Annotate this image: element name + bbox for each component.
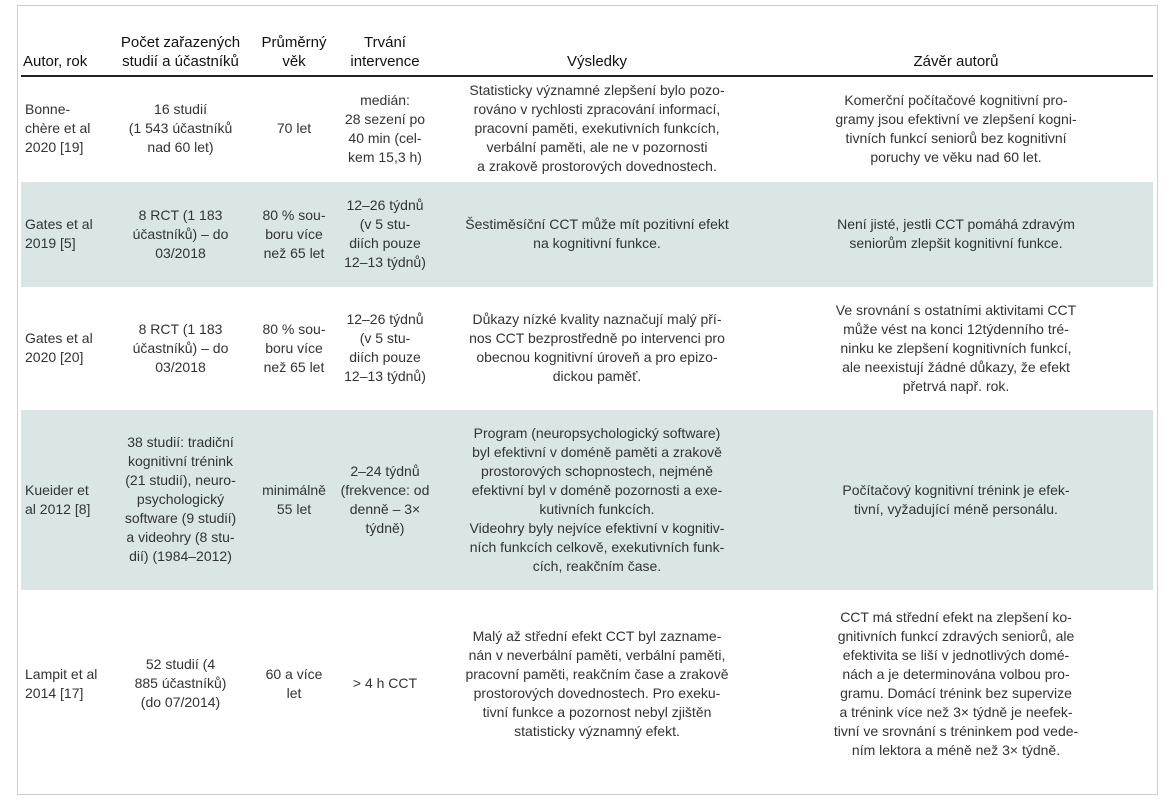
header-results: Výsledky — [435, 16, 759, 76]
cell-author: Bonne- chère et al 2020 [19] — [21, 76, 108, 181]
cell-studies: 8 RCT (1 183 účastníků) – do 03/2018 — [108, 287, 253, 409]
cell-author: Lampit et al 2014 [17] — [21, 590, 108, 777]
table-row — [21, 76, 1153, 181]
cell-duration: medián: 28 sezení po 40 min (cel- kem 15,3 h) — [335, 76, 435, 181]
cell-age: 60 a více let — [253, 590, 335, 777]
table-row — [21, 287, 1153, 409]
cell-studies: 38 studií: tradiční kognitivní trénink (21 studií), neuro- psychologický software (9 studií) a videohry (8 stu- dií) (1984–2012) — [108, 409, 253, 590]
table-row — [21, 181, 1153, 287]
cell-conclusion: Počítačový kognitivní trénink je efek- tivní, vyžadující méně personálu. — [759, 409, 1153, 590]
cell-conclusion: Komerční počítačové kognitivní pro- gramy jsou efektivní ve zlepšení kogni- tivních funkcí seniorů bez kognitivní poruchy ve věku nad 60 let. — [759, 76, 1153, 181]
cell-author: Kueider et al 2012 [8] — [21, 409, 108, 590]
cell-results: Malý až střední efekt CCT byl zazname- nán v neverbální paměti, verbální paměti, pracovní paměti, reakčním čase a zrakově prostorových dovednostech. Pro exeku- tivní funkce a pozornost nebyl zjištěn statisticky významný efekt. — [435, 590, 759, 777]
studies-table — [21, 16, 1153, 777]
cell-results: Důkazy nízké kvality naznačují malý pří- nos CCT bezprostředně po intervenci pro obecnou kognitivní úroveň a pro epizo- dickou paměť. — [435, 287, 759, 409]
cell-author: Gates et al 2019 [5] — [21, 181, 108, 287]
cell-results: Statisticky významné zlepšení bylo pozo- rováno v rychlosti zpracování informací, pracovní paměti, exekutivních funkcích, verbální paměti, ale ne v pozornosti a zrakově prostorových dovednostech. — [435, 76, 759, 181]
header-row — [21, 16, 1153, 76]
table-row — [21, 590, 1153, 777]
cell-results: Šestiměsíční CCT může mít pozitivní efekt na kognitivní funkce. — [435, 181, 759, 287]
cell-age: 80 % sou- boru více než 65 let — [253, 181, 335, 287]
cell-conclusion: Není jisté, jestli CCT pomáhá zdravým seniorům zlepšit kognitivní funkce. — [759, 181, 1153, 287]
cell-duration: > 4 h CCT — [335, 590, 435, 777]
header-studies: Počet zařazených studií a účastníků — [108, 16, 253, 76]
cell-results: Program (neuropsychologický software) byl efektivní v doméně paměti a zrakově prostorových schopnostech, nejméně efektivní byl v doméně pozornosti a exe- kutivních funkcích. Videohry byly nejvíce efektivní v kognitiv- ních funkcích celkově, exekutivních funk- cích, reakčním čase. — [435, 409, 759, 590]
cell-conclusion: CCT má střední efekt na zlepšení ko- gnitivních funkcí zdravých seniorů, ale efektivita se liší v jednotlivých domé- nách a je determinována volbou pro- gramu. Domácí trénink bez supervize a trénink více než 3× týdně je neefek- tivní ve srovnání s tréninkem pod vede- ním lektora a méně než 3× týdně. — [759, 590, 1153, 777]
header-age: Průměrný věk — [253, 16, 335, 76]
header-duration: Trvání intervence — [335, 16, 435, 76]
header-conclusion: Závěr autorů — [759, 16, 1153, 76]
cell-studies: 8 RCT (1 183 účastníků) – do 03/2018 — [108, 181, 253, 287]
cell-duration: 12–26 týdnů (v 5 stu- diích pouze 12–13 týdnů) — [335, 287, 435, 409]
cell-studies: 52 studií (4 885 účastníků) (do 07/2014) — [108, 590, 253, 777]
cell-author: Gates et al 2020 [20] — [21, 287, 108, 409]
cell-duration: 2–24 týdnů (frekvence: od denně – 3× týdně) — [335, 409, 435, 590]
cell-studies: 16 studií (1 543 účastníků nad 60 let) — [108, 76, 253, 181]
cell-age: 70 let — [253, 76, 335, 181]
table-row — [21, 409, 1153, 590]
header-author: Autor, rok — [21, 16, 108, 76]
cell-duration: 12–26 týdnů (v 5 stu- diích pouze 12–13 týdnů) — [335, 181, 435, 287]
cell-conclusion: Ve srovnání s ostatními aktivitami CCT může vést na konci 12týdenního tré- ninku ke zlepšení kognitivních funkcí, ale neexistují žádné důkazy, že efekt přetrvá např. rok. — [759, 287, 1153, 409]
cell-age: 80 % sou- boru více než 65 let — [253, 287, 335, 409]
cell-age: minimálně 55 let — [253, 409, 335, 590]
